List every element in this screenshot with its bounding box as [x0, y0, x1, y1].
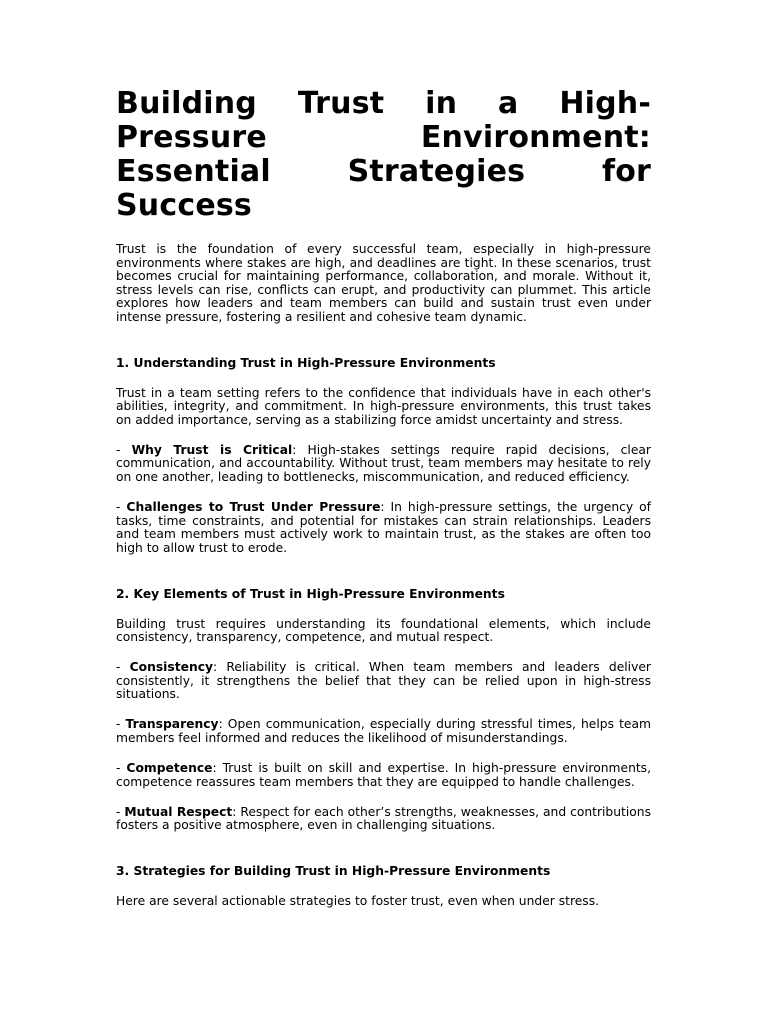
bullet-prefix: - — [116, 761, 127, 776]
bullet-prefix: - — [116, 804, 125, 819]
bullet-item — [116, 718, 651, 745]
bullet-item — [116, 661, 651, 702]
section-heading: 2. Key Elements of Trust in High-Pressure Environments — [116, 586, 505, 601]
bullet-text: : Trust is built on skill and expertise. In high-pressure environments, competence reassures team members that they are equipped to handle challenges. — [116, 761, 651, 789]
bullet-text: : Respect for each other’s strengths, weaknesses, and contributions fosters a positive atmosphere, even in challenging situations. — [116, 804, 651, 833]
bullet-term: Competence — [126, 761, 213, 776]
bullet-term: Why Trust is Critical — [131, 442, 293, 457]
bullet-term: Mutual Respect — [124, 804, 233, 819]
bullet-text: : In high-pressure settings, the urgency of tasks, time constraints, and potential for mistakes can strain relationships. Leaders and team members must actively work to maintain trust, as the stakes are often too high to allow trust to erode. — [116, 500, 651, 555]
bullet-item — [116, 806, 651, 833]
intro-paragraph: Trust is the foundation of every successful team, especially in high-pressure environments where stakes are high, and deadlines are tight. In these scenarios, trust becomes crucial for maintaining performance, collaboration, and morale. Without it, stress levels can rise, conflicts can erupt, and productivity can plummet. This article explores how leaders and team members can build and sustain trust even under intense pressure, fostering a resilient and cohesive team dynamic. — [116, 242, 651, 324]
bullet-item — [116, 762, 651, 789]
bullet-prefix: - — [116, 717, 126, 732]
bullet-prefix: - — [116, 442, 132, 457]
bullet-item — [116, 501, 651, 555]
bullet-text: : Reliability is critical. When team members and leaders deliver consistently, it strengthens the belief that they can be relied upon in high-stress situations. — [116, 660, 651, 702]
section-heading: 3. Strategies for Building Trust in High-Pressure Environments — [116, 864, 551, 879]
bullet-term: Transparency — [125, 717, 219, 732]
bullet-term: Consistency — [129, 660, 213, 675]
bullet-prefix: - — [116, 660, 130, 675]
bullet-text: : High-stakes settings require rapid decisions, clear communication, and accountability. Without trust, team members may hesitate to rely on one another, leading to bottlenecks, miscommunication, and reduced efficiency. — [116, 442, 651, 485]
bullet-item — [116, 444, 651, 485]
section-paragraph: Trust in a team setting refers to the confidence that individuals have in each other's abilities, integrity, and commitment. In high-pressure environments, this trust takes on added importance, serving as a stabilizing force amidst uncertainty and stress. — [116, 385, 651, 427]
bullet-prefix: - — [116, 500, 127, 515]
bullet-text: : Open communication, especially during stressful times, helps team members feel informed and reduces the likelihood of misunderstandings. — [116, 717, 651, 746]
section-paragraph: Building trust requires understanding its foundational elements, which include consistency, transparency, competence, and mutual respect. — [116, 616, 651, 645]
bullet-term: Challenges to Trust Under Pressure — [126, 500, 381, 515]
section-paragraph: Here are several actionable strategies to foster trust, even when under stress. — [116, 894, 600, 909]
section-heading: 1. Understanding Trust in High-Pressure Environments — [116, 355, 496, 370]
document-title: Building Trust in a High-Pressure Environment: Essential Strategies for Success — [116, 86, 651, 223]
